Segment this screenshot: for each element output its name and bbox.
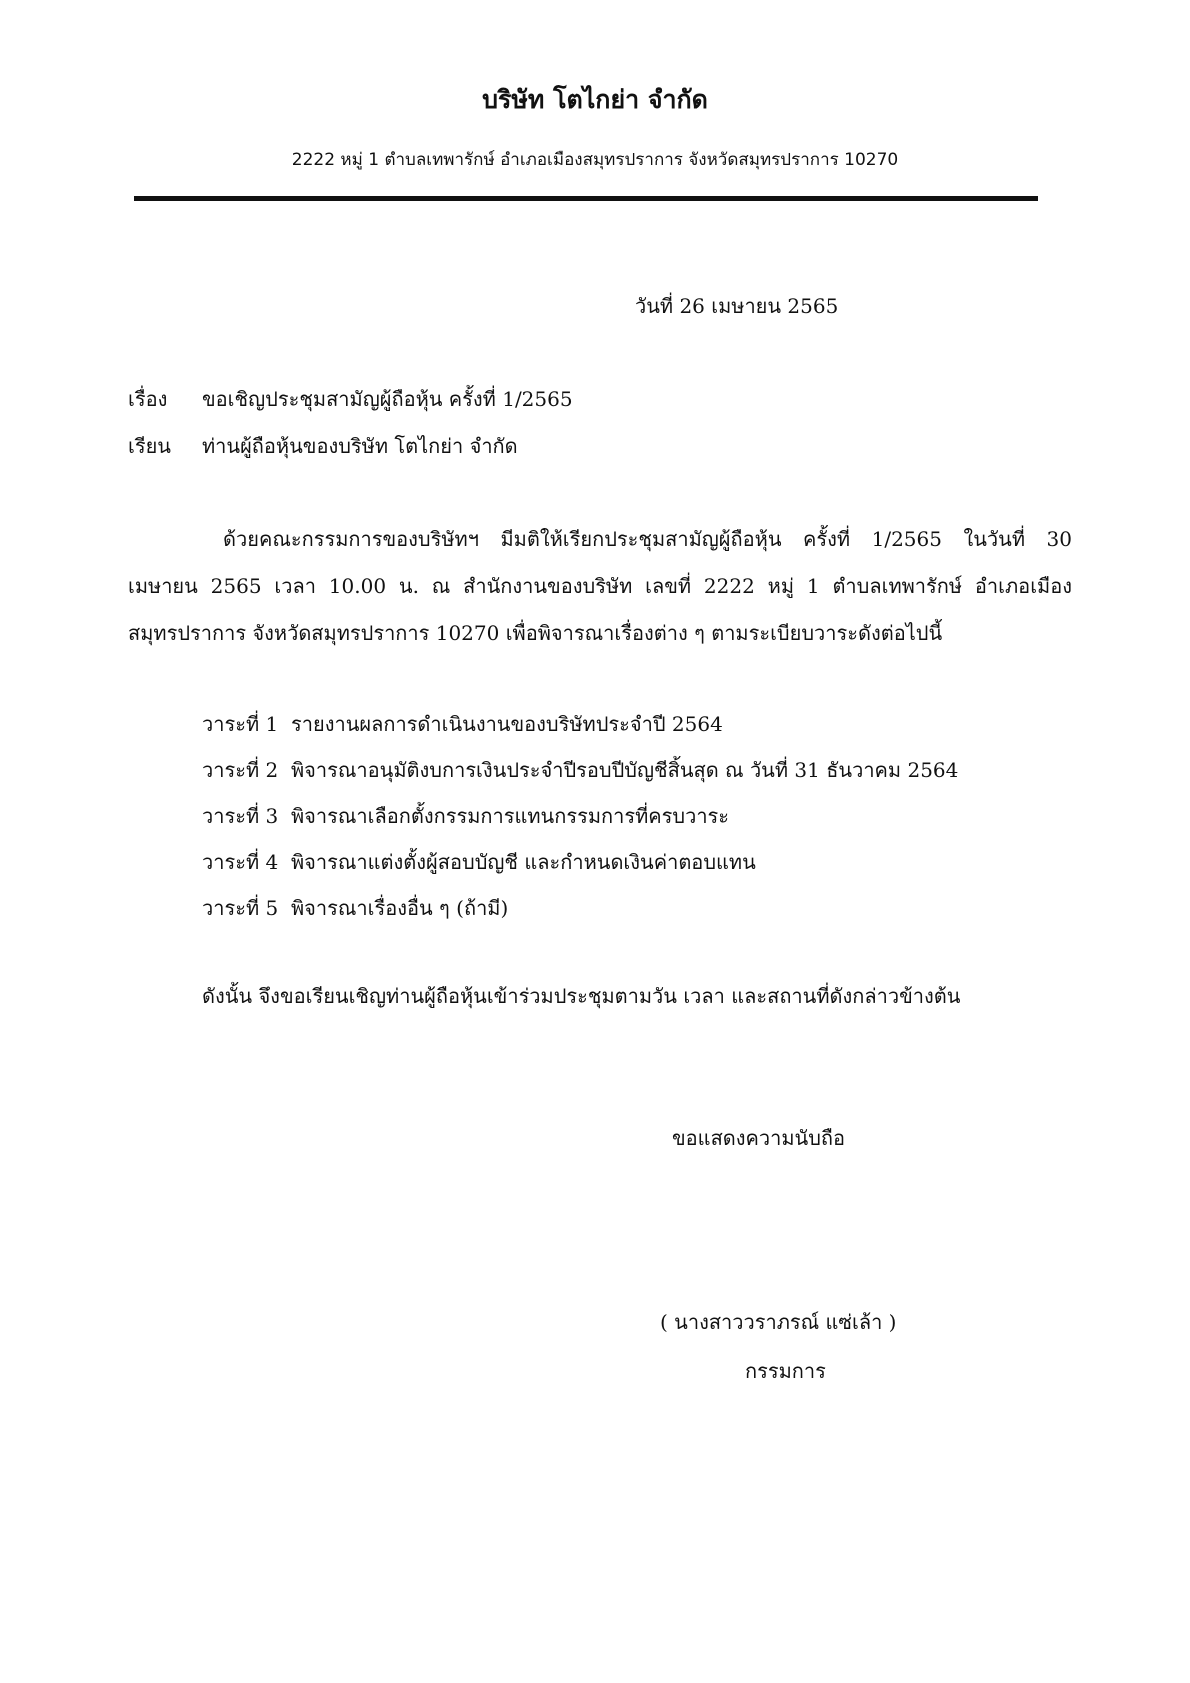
company-name: บริษัท โตไกย่า จำกัด xyxy=(482,85,708,114)
signer-position: กรรมการ xyxy=(745,1359,826,1383)
letter-date: วันที่ 26 เมษายน 2565 xyxy=(635,294,839,318)
agenda-text: พิจารณาอนุมัติงบการเงินประจำปีรอบปีบัญชีสิ้นสุด ณ วันที่ 31 ธันวาคม 2564 xyxy=(291,758,959,782)
agenda-text: พิจารณาแต่งตั้งผู้สอบบัญชี และกำหนดเงินค่าตอบแทน xyxy=(291,850,756,874)
agenda-number: วาระที่ 5 xyxy=(202,896,279,920)
agenda-text: พิจารณาเรื่องอื่น ๆ (ถ้ามี) xyxy=(291,896,509,920)
body-paragraph: ด้วยคณะกรรมการของบริษัทฯ มีมติให้เรียกประชุมสามัญผู้ถือหุ้น ครั้งที่ 1/2565 ในวันที่ 30 เมษายน 2565 เวลา 10.00 น. ณ สำนักงานของบริษัท เลขที่ 2222 หมู่ 1 ตำบลเทพารักษ์ อำเภอเมือง สมุทรปราการ จังหวัดสมุทรปราการ 10270 เพื่อพิจารณาเรื่องต่าง ๆ ตามระเบียบวาระดังต่อไปนี้ xyxy=(128,527,1072,645)
signer-name: ( นางสาววราภรณ์ แซ่เล้า ) xyxy=(660,1310,897,1334)
subject-text: ขอเชิญประชุมสามัญผู้ถือหุ้น ครั้งที่ 1/2565 xyxy=(202,387,573,411)
header-divider xyxy=(134,196,1038,201)
agenda-text: รายงานผลการดำเนินงานของบริษัทประจำปี 2564 xyxy=(291,712,723,736)
closing-sentence: ดังนั้น จึงขอเรียนเชิญท่านผู้ถือหุ้นเข้าร่วมประชุมตามวัน เวลา และสถานที่ดังกล่าวข้างต้น xyxy=(202,984,961,1008)
recipient-label: เรียน xyxy=(128,434,171,458)
regards-line: ขอแสดงความนับถือ xyxy=(672,1126,846,1150)
agenda-number: วาระที่ 4 xyxy=(202,850,279,874)
subject-label: เรื่อง xyxy=(128,387,168,411)
company-address: 2222 หมู่ 1 ตำบลเทพารักษ์ อำเภอเมืองสมุทรปราการ จังหวัดสมุทรปราการ 10270 xyxy=(291,150,899,170)
agenda-number: วาระที่ 1 xyxy=(202,712,279,736)
recipient-text: ท่านผู้ถือหุ้นของบริษัท โตไกย่า จำกัด xyxy=(202,434,518,458)
agenda-number: วาระที่ 2 xyxy=(202,758,279,782)
agenda-text: พิจารณาเลือกตั้งกรรมการแทนกรรมการที่ครบวาระ xyxy=(291,804,730,828)
agenda-number: วาระที่ 3 xyxy=(202,804,279,828)
